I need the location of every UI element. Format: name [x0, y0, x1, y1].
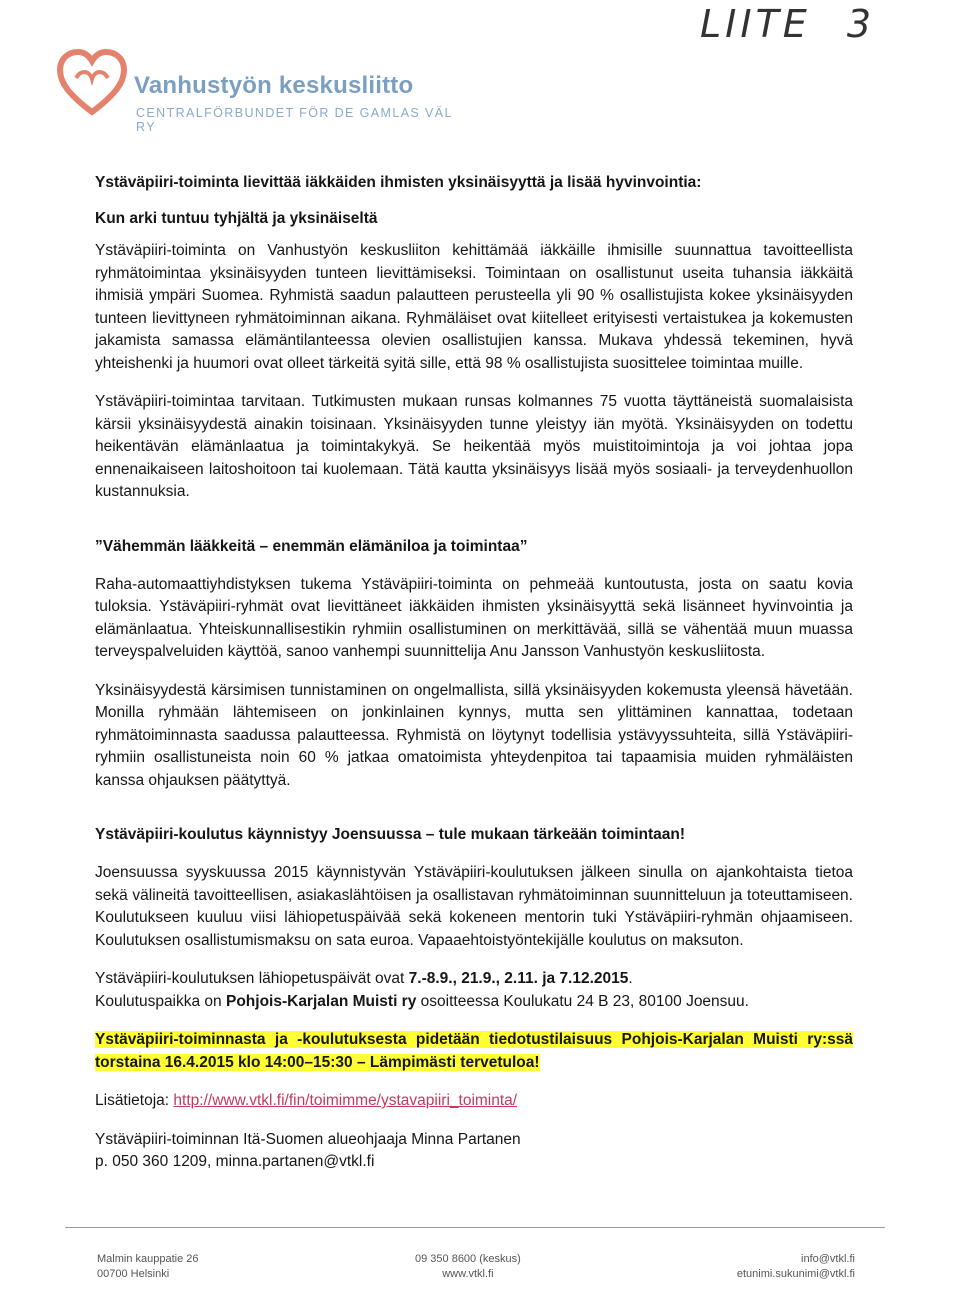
section-heading-medicine: ”Vähemmän lääkkeitä – enemmän elämäniloa ja toimintaa”	[95, 537, 528, 555]
handwritten-annotation	[700, 2, 875, 46]
info-label: Lisätietoja:	[95, 1092, 174, 1109]
dates-lead: Ystäväpiiri-koulutuksen lähiopetuspäivät ovat	[95, 970, 409, 987]
footer-divider	[65, 1227, 885, 1228]
organization-logo	[56, 48, 456, 134]
footer-web[interactable]: www.vtkl.fi	[442, 1268, 494, 1280]
footer-address	[97, 1252, 199, 1282]
training-dates	[95, 968, 853, 991]
footer-email-info[interactable]: info@vtkl.fi	[801, 1253, 855, 1265]
paragraph-intro: Ystäväpiiri-toiminta on Vanhustyön keskusliiton kehittämää iäkkäille ihmisille suunnattua tavoitteellista ryhmätoimintaa yksinäisyyden tunteen lievittämiseksi. Toimintaan on osallistunut useita tuhansia iäkkäitä ihmisiä ympäri Suomea. Ryhmistä saadun palautteen perusteella yli 90 % osallistujista kokee yksinäisyyden tunteen lievittyneen ryhmätoiminnan aikana. Ryhmäläiset ovat kiitelleet erityisesti vertaistukea ja kokemusten jakamista samassa elämäntilanteessa olevien osallistujien kanssa. Mukava yhdessä tekeminen, hyvä yhteishenki ja huumori ovat olleet tärkeitä syitä sille, että 98 % osallistujista suosittelee toimintaa muille.	[95, 242, 853, 372]
document-title: Ystäväpiiri-toiminta lievittää iäkkäiden ihmisten yksinäisyyttä ja lisää hyvinvointia:	[95, 174, 702, 191]
footer-address-city: 00700 Helsinki	[97, 1268, 170, 1280]
contact-name: Ystäväpiiri-toiminnan Itä-Suomen alueohjaaja Minna Partanen	[95, 1130, 521, 1148]
annotation-number: 3	[846, 2, 875, 46]
paragraph-need: Ystäväpiiri-toimintaa tarvitaan. Tutkimusten mukaan runsas kolmannes 75 vuotta täyttäneistä suomalaisista kärsii yksinäisyydestä ainakin toisinaan. Yksinäisyyden tunne yleistyy iän myötä. Yksinäisyyden on todettu heikentävän elämänlaatua ja toimintakykyä. Se heikentää myös muistitoimintoja ja voi johtaa jopa ennenaikaiseen laitoshoitoon tai kuolemaan. Tätä kautta yksinäisyys lisää myös sosiaali- ja terveydenhuollon kustannuksia.	[95, 393, 853, 500]
venue-rest: osoitteessa Koulukatu 24 B 23, 80100 Joensuu.	[416, 992, 749, 1010]
logo-name: Vanhustyön keskusliitto	[134, 72, 414, 99]
contact-details: p. 050 360 1209, minna.partanen@vtkl.fi	[95, 1153, 375, 1170]
section-heading-training: Ystäväpiiri-koulutus käynnistyy Joensuussa – tule mukaan tärkeään toimintaan!	[95, 826, 686, 843]
info-link[interactable]: http://www.vtkl.fi/fin/toimimme/ystavapiiri_toiminta/	[173, 1092, 518, 1109]
training-venue	[95, 991, 853, 1014]
paragraph-loneliness: Yksinäisyydestä kärsimisen tunnistaminen on ongelmallista, sillä yksinäisyyden kokemusta yleensä hävetään. Monilla ryhmään lähtemiseen on jonkinlainen kynnys, mutta sen ylittäminen kannattaa, todetaan ryhmätoiminnasta saadussa palautteessa. Ryhmistä on löytynyt todellisia ystävyyssuhteita, sillä Ystäväpiiri-ryhmiin osallistuneista noin 60 % jatkaa omatoimista yhteydenpitoa tai tapaamisia muiden ryhmäläisten kanssa ohjauksen päätyttyä.	[95, 681, 853, 789]
more-info	[95, 1090, 853, 1113]
venue-lead: Koulutuspaikka on	[95, 992, 226, 1010]
footer-email-pattern: etunimi.sukunimi@vtkl.fi	[736, 1268, 855, 1280]
footer-phone: 09 350 8600 (keskus)	[415, 1253, 521, 1265]
info-session-announcement	[95, 1029, 853, 1074]
logo-subtitle: CENTRALFÖRBUNDET FÖR DE GAMLAS VÄL RY	[136, 106, 453, 134]
paragraph-training: Joensuussa syyskuussa 2015 käynnistyvän Ystäväpiiri-koulutuksen jälkeen sinulla on ajankohtaista tietoa sekä välineitä tavoitteellisen, asiakaslähtöisen ja osallistavan ryhmätoiminnan suunnitteluun ja toteuttamiseen. Koulutukseen kuuluu viisi lähiopetuspäivää sekä kokeneen mentorin tuki Ystäväpiiri-ryhmän ohjaamiseen. Koulutuksen osallistumismaksu on sata euroa. Vapaaehtoistyöntekijälle koulutus on maksuton.	[95, 864, 853, 949]
heart-logo-icon	[56, 48, 128, 120]
dates-days: 7.-8.9., 21.9., 2.11. ja 7.12.2015	[408, 970, 629, 987]
venue-name: Pohjois-Karjalan Muisti ry	[225, 992, 417, 1010]
footer-contact	[415, 1252, 521, 1282]
footer-address-street: Malmin kauppatie 26	[97, 1253, 199, 1265]
paragraph-results: Raha-automaattiyhdistyksen tukema Ystäväpiiri-toiminta on pehmeää kuntoutusta, josta on saatu kovia tuloksia. Ystäväpiiri-ryhmät ovat lievittäneet iäkkäiden ihmisten yksinäisyyttä sekä lisänneet hyvinvointia ja elämänlaatua. Yhteiskunnallisestikin ryhmiin osallistuminen on merkittävää, sillä se vähentää muun muassa terveyspalveluiden käyttöä, sanoo vanhempi suunnittelija Anu Jansson Vanhustyön keskusliitosta.	[95, 575, 853, 660]
document-body	[95, 172, 853, 1174]
highlighted-text: Ystäväpiiri-toiminnasta ja -koulutuksesta pidetään tiedotustilaisuus Pohjois-Karjalan Muisti ry:ssä torstaina 16.4.2015 klo 14:00–15:30 – Lämpimästi tervetuloa!	[95, 1031, 853, 1071]
dates-end: .	[628, 970, 633, 987]
document-subtitle: Kun arki tuntuu tyhjältä ja yksinäiseltä	[95, 210, 378, 227]
footer-email	[700, 1252, 855, 1282]
annotation-label: LIITE	[700, 2, 811, 46]
